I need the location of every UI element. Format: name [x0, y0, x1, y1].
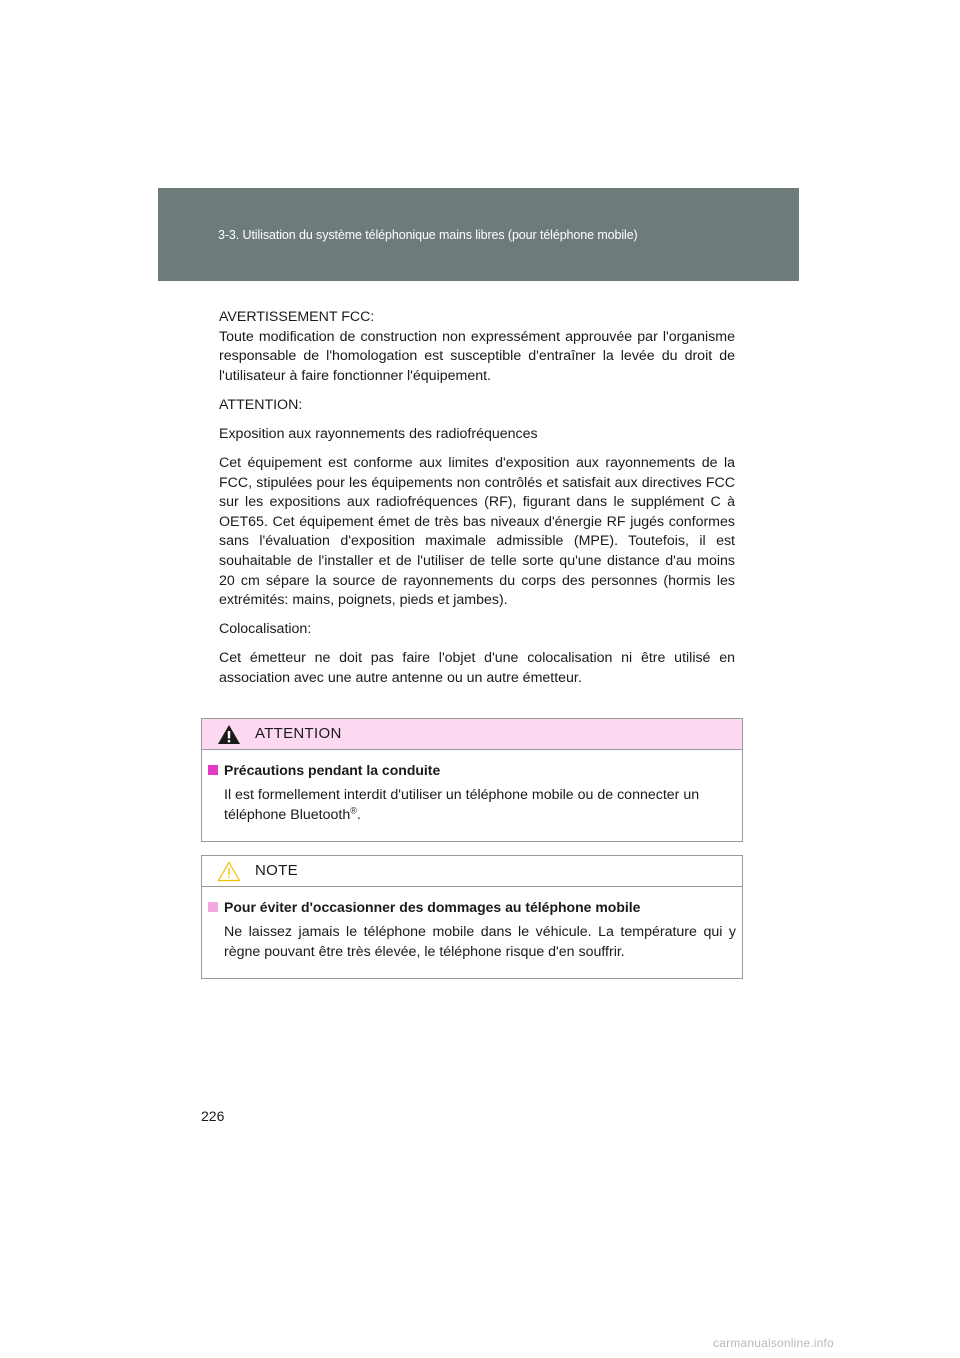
colocation-paragraph: Cet émetteur ne doit pas faire l'objet d'une colocalisation ni être utilisé en association avec une autre antenne ou un autre émetteur.	[219, 650, 735, 686]
exposure-paragraph: Cet équipement est conforme aux limites d'exposition aux rayonnements de la FCC, stipulées pour les équipements non contrôlés et satisfait aux directives FCC sur les expositions aux radiofréquences (RF), figurant dans le supplément C à OET65. Cet équipement émet de très bas niveaux d'énergie RF jugés conformes sans l'évaluation d'exposition maximale admissible (MPE). Toutefois, il est souhaitable de l'installer et de l'utiliser de telle sorte qu'une distance d'au moins 20 cm sépare la source de rayonnements du corps des personnes (hormis les extrémités: mains, poignets, pieds et jambes).	[219, 455, 735, 609]
attention-box	[201, 718, 743, 842]
attention-heading: ATTENTION:	[219, 396, 303, 413]
note-box-title: NOTE	[255, 862, 298, 879]
square-bullet-icon	[208, 765, 218, 775]
attention-box-body	[202, 750, 742, 837]
exposure-heading: Exposition aux rayonnements des radiofréquences	[219, 425, 538, 442]
note-box-header	[202, 856, 742, 887]
note-item-heading-text: Pour éviter d'occasionner des dommages au téléphone mobile	[224, 899, 641, 915]
section-title: 3-3. Utilisation du système téléphonique mains libres (pour téléphone mobile)	[218, 228, 638, 242]
warning-icon	[217, 724, 241, 745]
fcc-paragraph: Toute modification de construction non expressément approuvée par l'organisme responsable de l'homologation est susceptible d'entraîner la levée du droit de l'utilisateur à faire fonctionner l'équipement.	[219, 328, 735, 384]
attention-item-heading-text: Précautions pendant la conduite	[224, 762, 441, 778]
section-header-band	[158, 188, 799, 281]
body-text	[219, 308, 735, 698]
registered-mark: ®	[350, 804, 357, 815]
fcc-heading: AVERTISSEMENT FCC:	[219, 309, 375, 325]
note-box	[201, 855, 743, 979]
note-item-text: Ne laissez jamais le téléphone mobile dans le véhicule. La température qui y règne pouvant être très élevée, le téléphone risque d'en souffrir.	[224, 924, 736, 960]
attention-item-text	[224, 786, 736, 825]
attention-item-text-body: Il est formellement interdit d'utiliser un téléphone mobile ou de connecter un téléphone Bluetooth	[224, 787, 700, 823]
note-box-body	[202, 887, 742, 974]
attention-box-title: ATTENTION	[255, 725, 342, 742]
note-item-heading	[202, 897, 742, 917]
watermark: carmanualsonline.info	[713, 1336, 834, 1350]
colocation-heading: Colocalisation:	[219, 621, 312, 638]
attention-item-text-end: .	[356, 806, 361, 823]
attention-item-heading	[202, 760, 742, 780]
caution-outline-icon	[217, 861, 241, 882]
attention-box-header	[202, 719, 742, 750]
page-number: 226	[201, 1108, 225, 1124]
square-bullet-icon	[208, 902, 218, 912]
